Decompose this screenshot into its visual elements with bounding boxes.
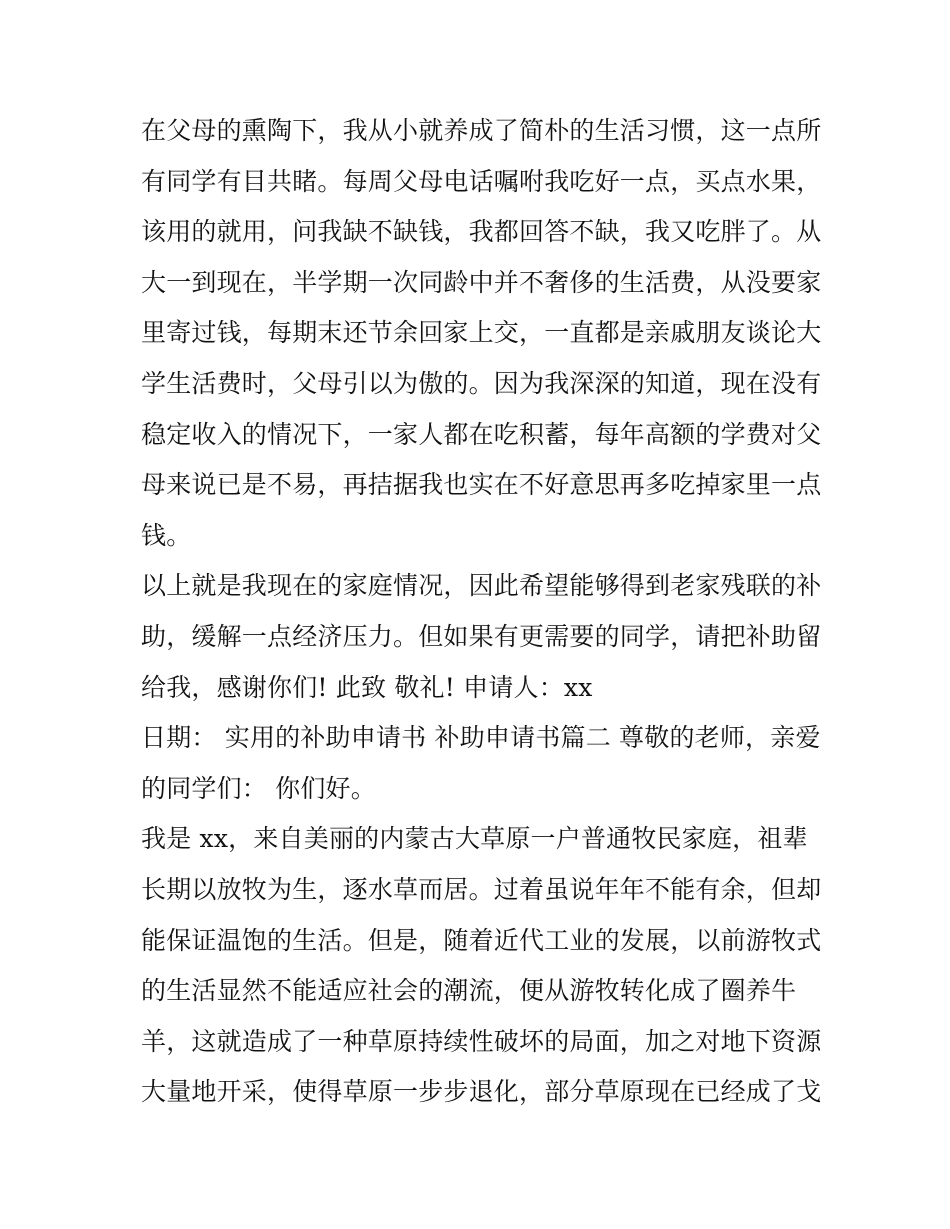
body-text [141, 106, 821, 1118]
text-line: 该用的就用，问我缺不缺钱，我都回答不缺，我又吃胖了。从 [141, 217, 822, 247]
text-line: 我是 xx，来自美丽的内蒙古大草原一户普通牧民家庭，祖辈 [141, 824, 808, 854]
text-line: 日期： 实用的补助申请书 补助申请书篇二 尊敬的老师，亲爱 [141, 723, 821, 753]
text-line: 母来说已是不易，再拮据我也实在不好意思再多吃掉家里一点 [141, 470, 822, 500]
text-line: 长期以放牧为生，逐水草而居。过着虽说年年不能有余，但却 [141, 874, 822, 904]
text-line: 大一到现在，半学期一次同龄中并不奢侈的生活费，从没要家 [141, 267, 822, 297]
text-line: 有同学有目共睹。每周父母电话嘱咐我吃好一点，买点水果， [141, 166, 822, 196]
text-line: 的同学们： 你们好。 [141, 773, 376, 803]
text-line: 以上就是我现在的家庭情况，因此希望能够得到老家残联的补 [141, 571, 822, 601]
text-line: 给我，感谢你们! 此致 敬礼! 申请人：xx [141, 672, 593, 702]
text-line: 助，缓解一点经济压力。但如果有更需要的同学，请把补助留 [141, 621, 822, 651]
text-line: 钱。 [141, 520, 192, 550]
text-line: 里寄过钱，每期末还节余回家上交，一直都是亲戚朋友谈论大 [141, 318, 822, 348]
text-line: 大量地开采，使得草原一步步退化，部分草原现在已经成了戈 [141, 1077, 822, 1107]
text-line: 的生活显然不能适应社会的潮流，便从游牧转化成了圈养牛 [141, 976, 797, 1006]
text-line: 羊，这就造成了一种草原持续性破坏的局面，加之对地下资源 [141, 1026, 822, 1056]
text-line: 能保证温饱的生活。但是，随着近代工业的发展，以前游牧式 [141, 925, 822, 955]
text-line: 学生活费时，父母引以为傲的。因为我深深的知道，现在没有 [141, 368, 822, 398]
text-line: 在父母的熏陶下，我从小就养成了简朴的生活习惯，这一点所 [141, 116, 822, 145]
text-line: 稳定收入的情况下，一家人都在吃积蓄，每年高额的学费对父 [141, 419, 822, 449]
